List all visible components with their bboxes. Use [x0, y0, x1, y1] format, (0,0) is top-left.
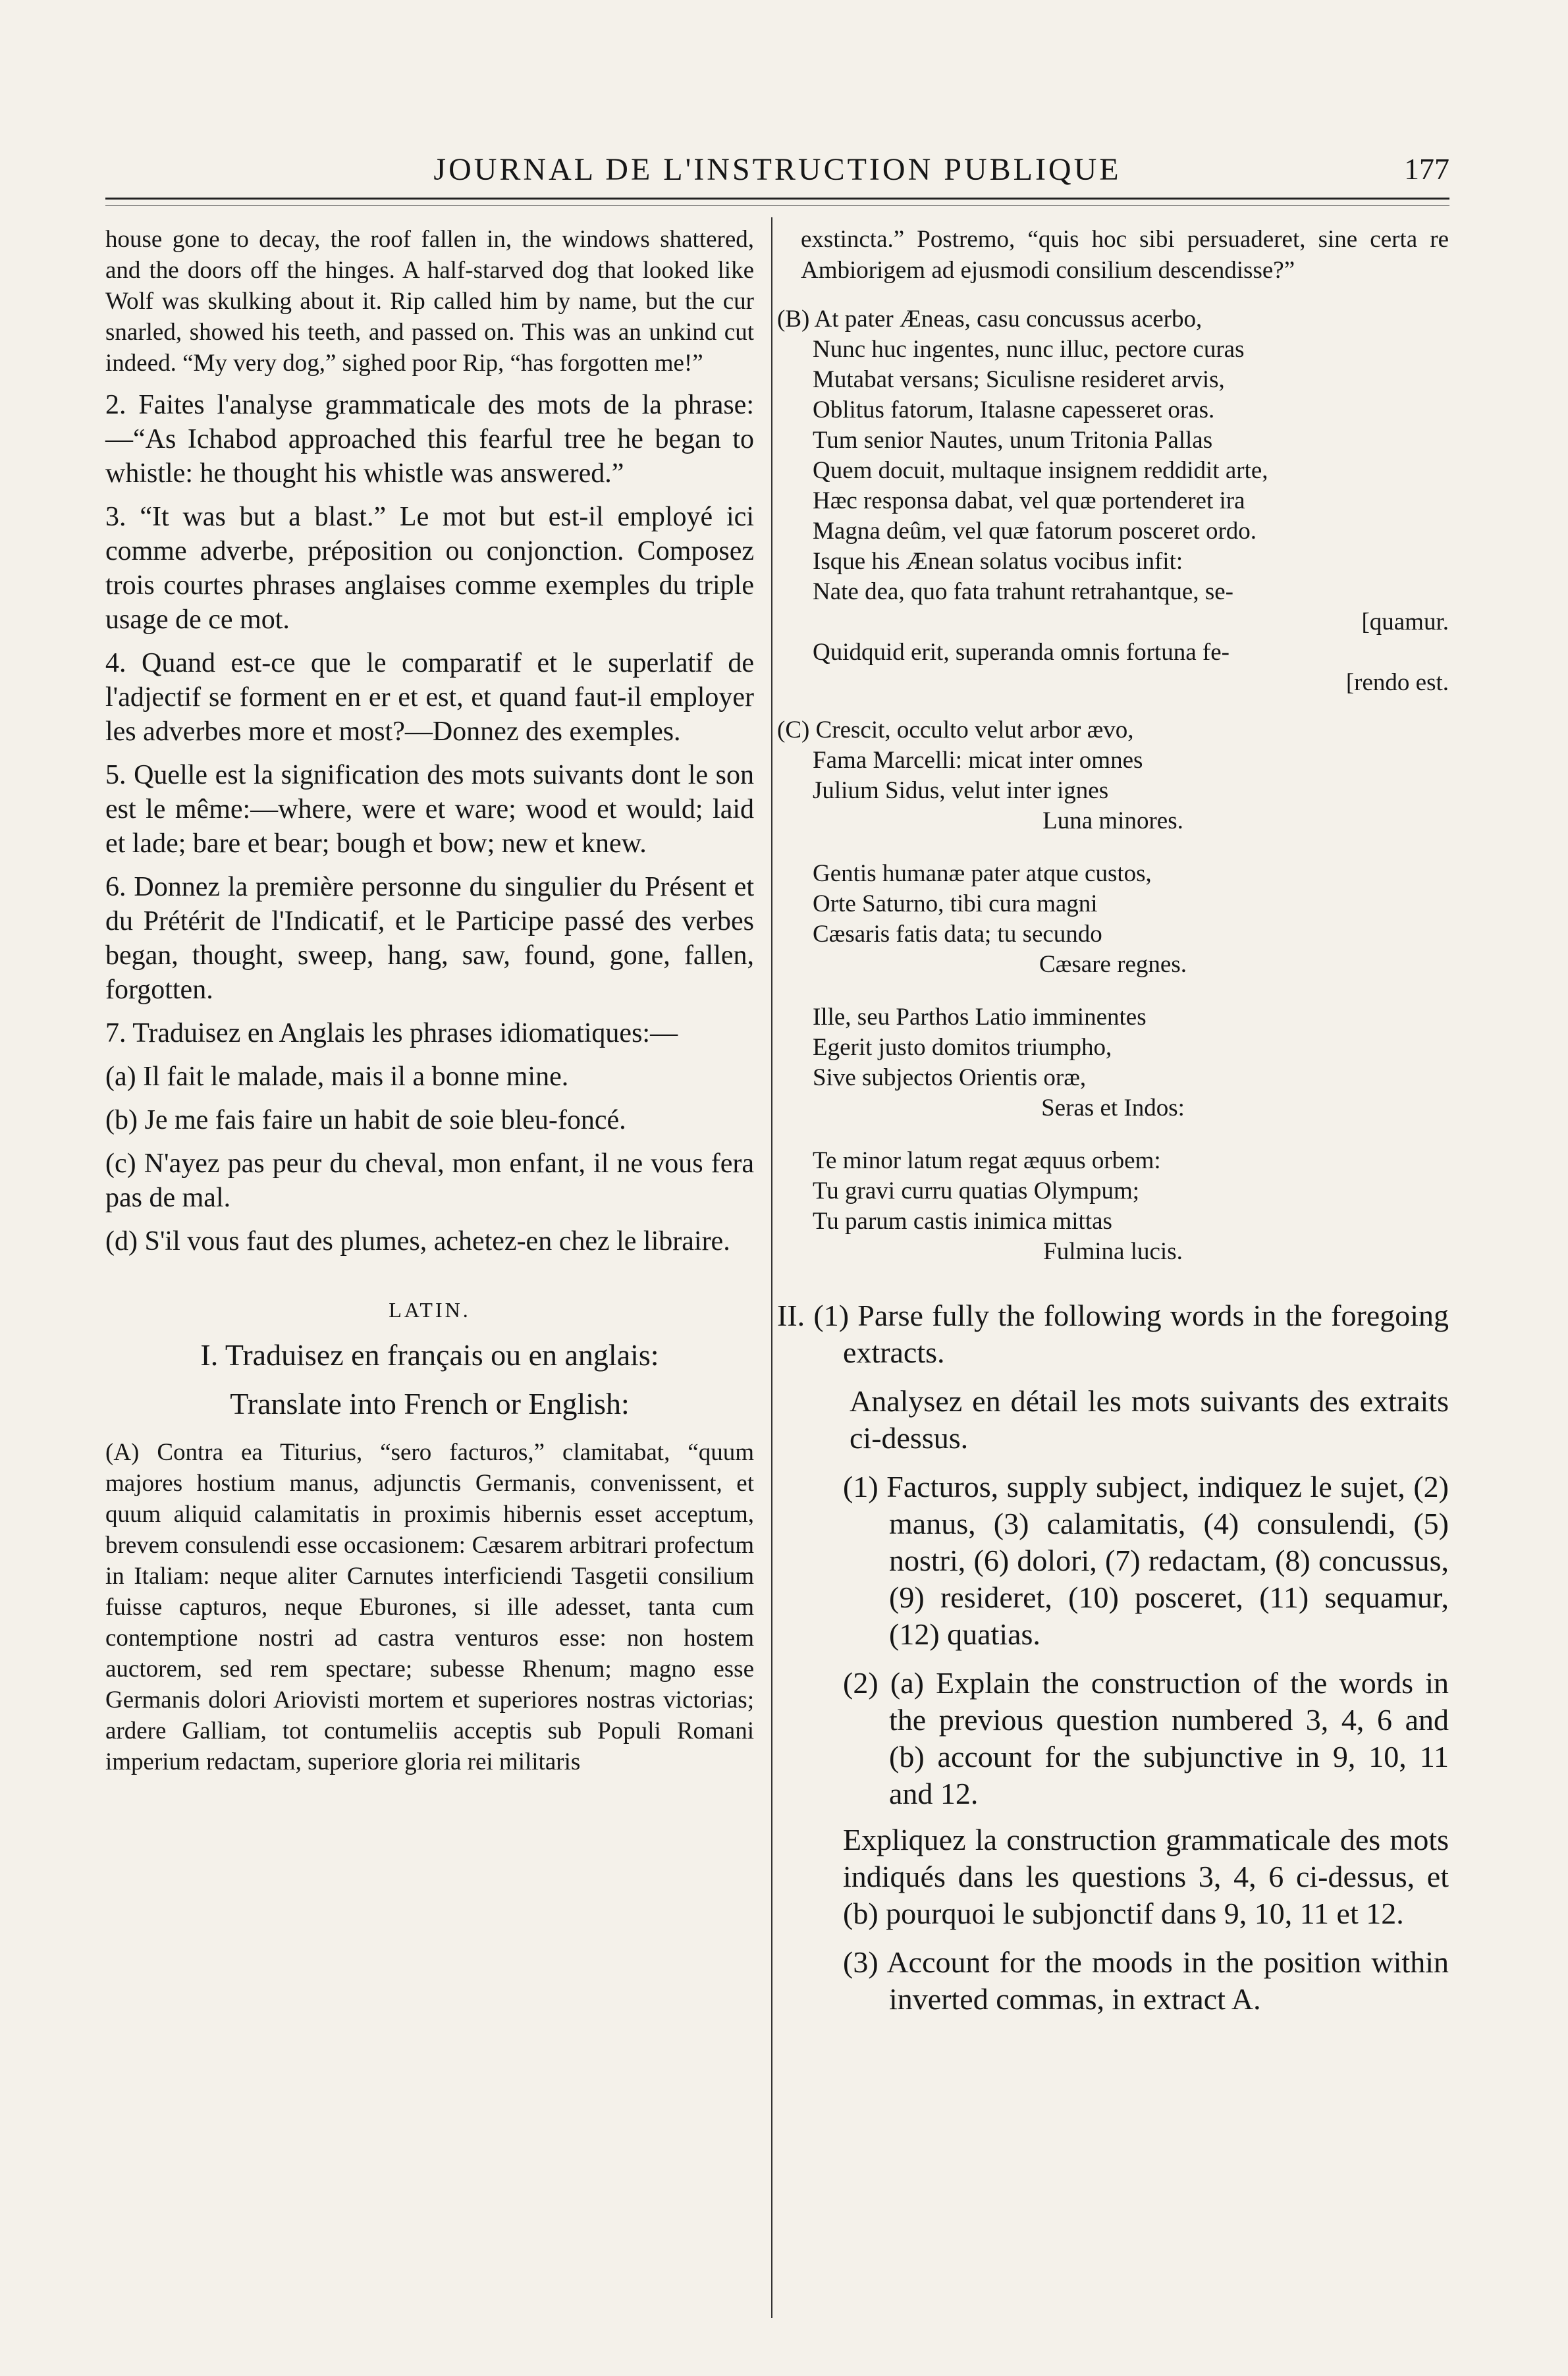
- intro-paragraph: house gone to decay, the roof fallen in, the windows shattered, and the doors off the hinges. A half-starved dog that looked like Wolf was skulking about it. Rip called him by name, but the cur snarled, showed his teeth, and passed on. This was an unkind cut indeed. “My very dog,” sighed poor Rip, “has forgotten me!”: [105, 226, 754, 377]
- latin-question-1: I. Traduisez en français ou en anglais:: [200, 1338, 659, 1372]
- verse-line: Nunc huc ingentes, nunc illuc, pectore curas: [813, 336, 1245, 363]
- question-7d: (d) S'il vous faut des plumes, achetez-en chez le libraire.: [105, 1226, 730, 1256]
- verse-line: Cæsaris fatis data; tu secundo: [813, 921, 1102, 948]
- question-7: 7. Traduisez en Anglais les phrases idiomatiques:—: [105, 1018, 678, 1048]
- question-7b: (b) Je me fais faire un habit de soie bleu-foncé.: [105, 1105, 626, 1135]
- verse-line: Te minor latum regat æquus orbem:: [813, 1147, 1161, 1174]
- page-header: [105, 115, 1449, 187]
- extract-a: (A) Contra ea Titurius, “sero facturos,” clamitabat, “quum majores hostium manus, adjunctis Germanis, convenissent, et quum aliquid calamitatis in proximis hibernis esset acceptum, brevem consulendi esse occasionem: Cæsarem arbitrari profectum in Italiam: neque aliter Carnutes interficiendi Tasgetii consilium fuisse capturos, neque Eburones, si ille adesset, tanta cum contemptione nostri ad castra venturos esse: non hostem auctorem, sed rem spectare; subesse Rhenum; magno esse Germanis dolori Ariovisti mortem et superiores nostras victorias; ardere Galliam, tot contumeliis acceptis sub Populi Romani imperium redactam, superiore gloria rei militaris: [105, 1439, 754, 1775]
- verse-continuation: [rendo est.: [1345, 669, 1449, 696]
- verse-line: Mutabat versans; Siculisne resideret arvis,: [813, 366, 1225, 393]
- verse-line: (B) At pater Æneas, casu concussus acerbo,: [777, 306, 1203, 333]
- verse-line: Sive subjectos Orientis oræ,: [813, 1064, 1087, 1091]
- verse-line: Magna deûm, vel quæ fatorum posceret ordo.: [813, 518, 1257, 545]
- verse-line: Tu parum castis inimica mittas: [813, 1208, 1112, 1235]
- question-ii-1: II. (1) Parse fully the following words in the foregoing extracts.: [777, 1299, 1449, 1369]
- verse-line: Tu gravi curru quatias Olympum;: [813, 1177, 1140, 1204]
- verse-line: Ille, seu Parthos Latio imminentes: [813, 1004, 1147, 1031]
- latin-heading: LATIN.: [389, 1298, 471, 1322]
- question-2: 2. Faites l'analyse grammaticale des mots de la phrase:—“As Ichabod approached this fearful tree he began to whistle: he thought his whistle was answered.”: [105, 390, 754, 489]
- column-divider: [771, 217, 772, 2318]
- verse-line: Isque his Ænean solatus vocibus infit:: [813, 548, 1183, 575]
- extract-c: [777, 715, 1449, 1267]
- verse-line: Orte Saturno, tibi cura magni: [813, 890, 1098, 917]
- question-3: 3. “It was but a blast.” Le mot but est-il employé ici comme adverbe, préposition ou conjonction. Composez trois courtes phrases anglaises comme exemples du triple usage de ce mot.: [105, 502, 754, 635]
- verse-line: Oblitus fatorum, Italasne capesseret oras.: [813, 396, 1215, 423]
- verse-adonic: Cæsare regnes.: [1039, 951, 1187, 978]
- left-column: [105, 224, 754, 1777]
- verse-line: Nate dea, quo fata trahunt retrahantque, se-: [813, 578, 1233, 605]
- question-4: 4. Quand est-ce que le comparatif et le superlatif de l'adjectif se forment en er et est, et quand faut-il employer les adverbes more et most?—Donnez des exemples.: [105, 648, 754, 747]
- verse-continuation: [quamur.: [1361, 608, 1449, 635]
- question-5: 5. Quelle est la signification des mots suivants dont le son est le même:—where, were et ware; wood et would; laid et lade; bare et bear; bough et bow; new et knew.: [105, 760, 754, 859]
- verse-line: Fama Marcelli: micat inter omnes: [813, 747, 1143, 774]
- verse-line: Julium Sidus, velut inter ignes: [813, 777, 1109, 804]
- header-rule-thin: [105, 205, 1449, 206]
- verse-line: Quem docuit, multaque insignem reddidit arte,: [813, 457, 1268, 484]
- page-number: 177: [1404, 152, 1449, 186]
- verse-line: Hæc responsa dabat, vel quæ portenderet ira: [813, 487, 1245, 514]
- question-ii-3: (3) Account for the moods in the position within inverted commas, in extract A.: [843, 1945, 1449, 2016]
- verse-adonic: Fulmina lucis.: [1043, 1238, 1183, 1265]
- question-7a: (a) Il fait le malade, mais il a bonne mine.: [105, 1062, 569, 1092]
- question-ii-word-list: (1) Facturos, supply subject, indiquez le sujet, (2) manus, (3) calamitatis, (4) consulendi, (5) nostri, (6) dolori, (7) redactam, (8) concussus, (9) resideret, (10) posceret, (11) sequamur, (12) quatias.: [843, 1470, 1449, 1651]
- right-column: [777, 224, 1449, 2018]
- running-title: JOURNAL DE L'INSTRUCTION PUBLIQUE: [433, 152, 1122, 187]
- question-7c: (c) N'ayez pas peur du cheval, mon enfant, il ne vous fera pas de mal.: [105, 1148, 754, 1213]
- extract-b: [777, 304, 1449, 698]
- verse-line: (C) Crescit, occulto velut arbor ævo,: [777, 716, 1134, 743]
- header-rule: [105, 198, 1449, 200]
- extract-a-continued: exstincta.” Postremo, “quis hoc sibi persuaderet, sine certa re Ambiorigem ad ejusmodi consilium descendisse?”: [801, 226, 1449, 284]
- verse-line: Egerit justo domitos triumpho,: [813, 1034, 1112, 1061]
- verse-line: Quidquid erit, superanda omnis fortuna fe-: [813, 639, 1230, 666]
- verse-line: Gentis humanæ pater atque custos,: [813, 860, 1152, 887]
- question-6: 6. Donnez la première personne du singulier du Présent et du Prétérit de l'Indicatif, et le Participe passé des verbes began, thought, sweep, hang, saw, found, gone, fallen, forgotten.: [105, 872, 754, 1005]
- question-ii-1-french: Analysez en détail les mots suivants des extraits ci-dessus.: [850, 1384, 1449, 1455]
- question-ii-2-french: Expliquez la construction grammaticale des mots indiqués dans les questions 3, 4, 6 ci-dessus, et (b) pourquoi le subjonctif dans 9, 10, 11 et 12.: [843, 1823, 1449, 1930]
- verse-adonic: Luna minores.: [1042, 807, 1183, 834]
- verse-adonic: Seras et Indos:: [1041, 1094, 1185, 1121]
- question-ii-2: (2) (a) Explain the construction of the words in the previous question numbered 3, 4, 6 and (b) account for the subjunctive in 9, 10, 11 and 12.: [843, 1666, 1449, 1810]
- verse-line: Tum senior Nautes, unum Tritonia Pallas: [813, 427, 1213, 454]
- latin-question-1-english: Translate into French or English:: [230, 1387, 630, 1420]
